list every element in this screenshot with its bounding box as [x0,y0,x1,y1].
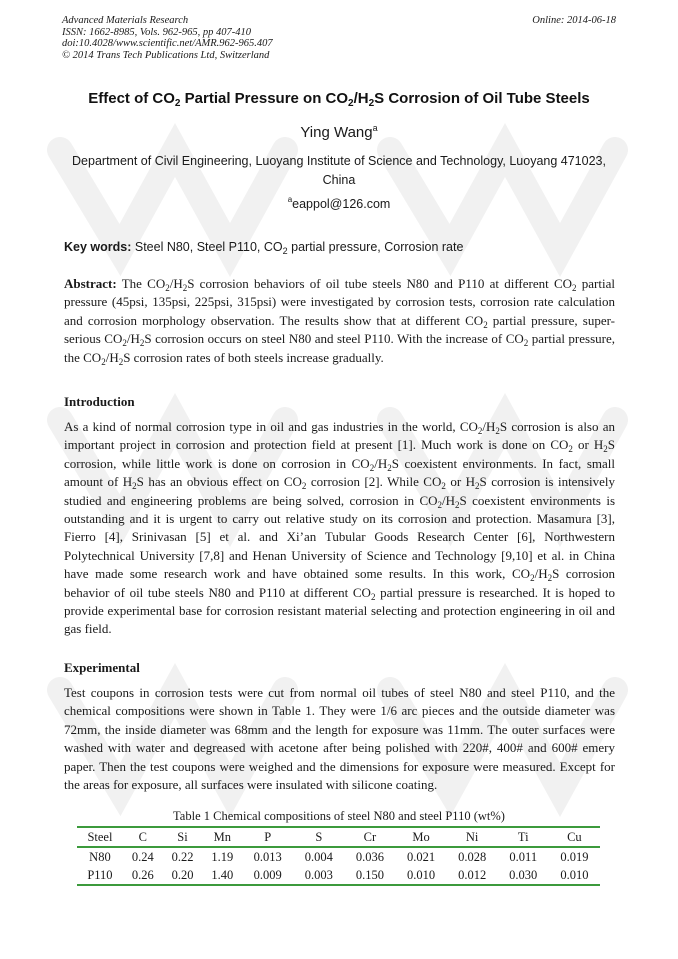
table-header-row [77,827,600,847]
issn-line: ISSN: 1662-8985, Vols. 962-965, pp 407-410 [62,26,251,38]
paper-title: Effect of $CO_2$ Partial Pressure on $CO_2/H_2S$ Corrosion of Oil Tube Steels [88,90,590,109]
affiliation: Department of Civil Engineering, Luoyang Institute of Science and Technology, Luoyang 471023, China [72,154,606,187]
table-cell: Mo [395,827,446,847]
table-cell: P110 [77,866,123,885]
table-cell: 0.22 [171,849,194,864]
table-cell: Mn [202,827,242,847]
table-cell: 1.40 [202,866,242,885]
table-cell: 0.004 [304,849,333,864]
table-cell: 0.036 [355,849,384,864]
keywords: Key words: Steel N80, Steel P110, $CO_2$ partial pressure, Corrosion rate [64,240,464,256]
table-cell: Steel [77,827,123,847]
copyright-line: © 2014 Trans Tech Publications Ltd, Switzerland [62,49,270,61]
table-cell: N80 [89,849,111,864]
table-cell: 0.030 [498,866,549,885]
journal-header [62,15,273,61]
table-cell: 0.011 [509,849,538,864]
table-cell: 0.013 [253,849,282,864]
author: Ying Wang$^a$ [300,123,378,141]
table-cell: Ni [447,827,498,847]
introduction-paragraph: As a kind of normal corrosion type in oil and gas industries in the world, $CO_2/H_2S$ corrosion is also an important project in corrosion and protection field at present [1]. Much work is done on $CO_2$ or $H_2S$ corrosion, while little work is done on corrosion in $CO_2/H_2S$ coexistent environments. In fact, small amount of $H_2S$ has an obvious effect on $CO_2$ corrosion [2]. While $CO_2$ or $H_2S$ corrosion is intensively studied and engineering problems are being solved, corrosion in $CO_2/H_2S$ coexistent environments is outstanding and it is urgent to carry out relative study on its corrosion and protection. Masamura [3], Fierro [4], Srinivasan [5] et al. and Xi’an Tubular Goods Research Center [6], Northwestern Polytechnical University [7,8] and Henan University of Science and Technology [9,10] et al. in China have made some research work and have obtained some results. In this work, $CO_2/H_2S$ corrosion behavior of oil tube steels N80 and P110 at different $CO_2$ partial pressure is researched. It is hoped to provide experimental base for corrosion resistant material selecting and protection engineering in oil and gas field. [64,419,616,637]
table-cell: 0.20 [163,866,203,885]
table-cell: 0.009 [242,866,293,885]
table-cell: 0.010 [549,866,600,885]
table-cell: 0.028 [458,849,487,864]
table-cell: 0.003 [293,866,344,885]
table-cell: 0.24 [131,849,154,864]
table-cell: P [242,827,293,847]
section-heading-experimental: Experimental [64,660,140,675]
experimental-paragraph: Test coupons in corrosion tests were cut from normal oil tubes of steel N80 and steel P110, and the chemical compositions were shown in Table 1. They were 1/6 arc pieces and the outside diameter was 72mm, the inside diameter was 68mm and the length for exposure was 11mm. The outer surfaces were washed with water and degreased with acetone after being polished with 220#, 400# and 600# emery paper. Then the test coupons were weighed and the dimensions for exposure were measured. Except for the areas for exposure, all surfaces were insulated with silicone coating. [64,685,615,793]
journal-name: Advanced Materials Research [62,15,189,26]
table-cell: 0.150 [344,866,395,885]
table-cell: 0.012 [447,866,498,885]
table-cell: Si [163,827,203,847]
table-caption: Table 1 Chemical compositions of steel N80 and steel P110 (wt%) [173,809,505,823]
abstract: Abstract: The $CO_2/H_2S$ corrosion behaviors of oil tube steels N80 and P110 at different $CO_2$ partial pressure (45psi, 135psi, 225psi, 315psi) were investigated by corrosion tests, corrosion rate calculation and corrosion morphology observation. The results show that at different $CO_2$ partial pressure, super-serious $CO_2/H_2S$ corrosion occurs on steel N80 and steel P110. With the increase of $CO_2$ partial pressure, the $CO_2/H_2S$ corrosion rates of both steels increase gradually. [64,276,615,367]
doi-line: doi:10.4028/www.scientific.net/AMR.962-965.407 [62,38,273,49]
table-cell: Cr [344,827,395,847]
author-email: $^a$eappol@126.com [287,195,391,211]
section-heading-introduction: Introduction [64,394,135,409]
table-row [77,866,600,885]
table-cell: 0.021 [406,849,436,864]
table-cell: 1.19 [211,849,234,864]
table-cell: 0.26 [123,866,163,885]
table-row [77,847,600,866]
table-cell: 0.010 [395,866,446,885]
online-date: Online: 2014-06-18 [532,15,616,26]
table-cell: C [123,827,163,847]
chemical-composition-table [77,826,600,886]
table-cell: 0.019 [560,849,589,864]
table-cell: Ti [498,827,549,847]
table-cell: S [293,827,344,847]
table-cell: Cu [549,827,600,847]
